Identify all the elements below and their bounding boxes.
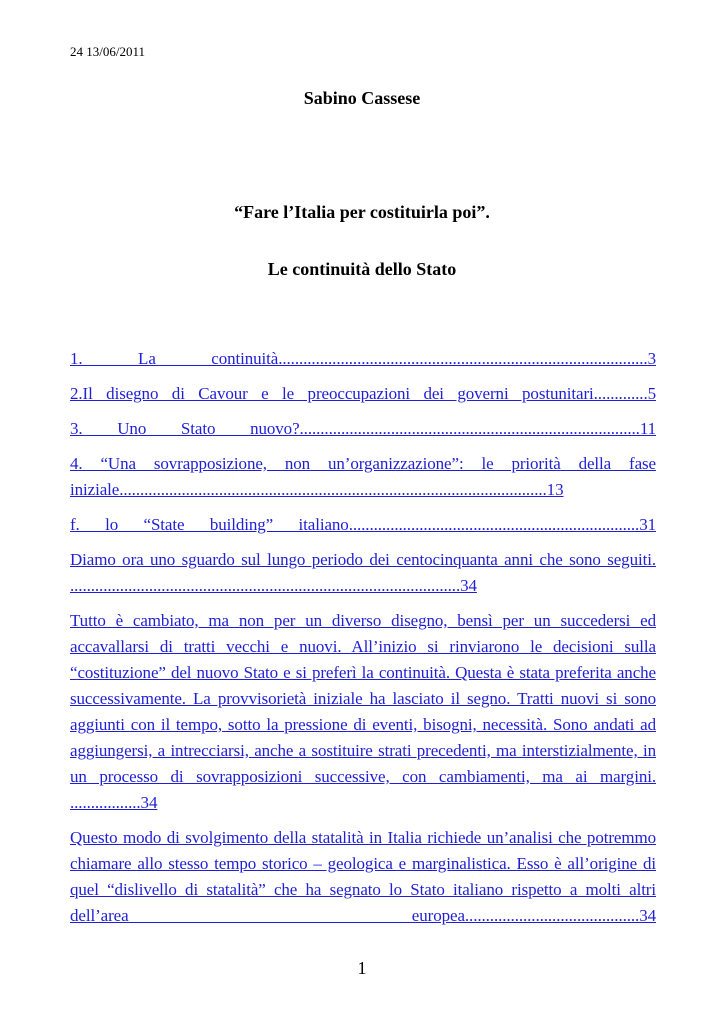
page-number: 1 (357, 958, 367, 978)
author-name: Sabino Cassese (303, 88, 421, 108)
toc-entry-3[interactable]: 3. Uno Stato nuovo?..................................................................................11 (70, 419, 656, 438)
page-header: 24 13/06/2011 (70, 44, 145, 59)
document-title: “Fare l’Italia per costituirla poi”. (234, 202, 490, 222)
toc-entry-8[interactable]: Questo modo di svolgimento della statalità in Italia richiede un’analisi che potremmo chiamare allo stesso tempo storico – geologica e marginalistica. Esso è all’origine di quel “dislivello di statalità” che ha segnato lo Stato italiano rispetto a molti altri dell’area europea..........................................34 (70, 828, 656, 925)
toc-entry-2[interactable]: 2.Il disegno di Cavour e le preoccupazioni dei governi postunitari.............5 (70, 384, 656, 403)
toc-entry-6[interactable]: Diamo ora uno sguardo sul lungo periodo dei centocinquanta anni che sono seguiti. ..............................................................................................34 (70, 550, 656, 595)
toc-entry-4[interactable]: 4. “Una sovrapposizione, non un’organizzazione”: le priorità della fase iniziale.......................................................................................................13 (70, 454, 656, 499)
document-subtitle: Le continuità dello Stato (267, 259, 457, 279)
toc-entry-7[interactable]: Tutto è cambiato, ma non per un diverso disegno, bensì per un succedersi ed accavallarsi di tratti vecchi e nuovi. All’inizio si rinviarono le decisioni sulla “costituzione” del nuovo Stato e si preferì la continuità. Questa è stata preferita anche successivamente. La provvisorietà iniziale ha lasciato il segno. Tratti nuovi si sono aggiunti con il tempo, sotto la pressione di eventi, bisogni, necessità. Sono andati ad aggiungersi, a intrecciarsi, anche a sostituire strati precedenti, ma interstizialmente, in un processo di sovrapposizioni successive, con cambiamenti, ma ai margini. .................34 (70, 611, 656, 812)
toc-entry-1[interactable]: 1. La continuità.........................................................................................3 (70, 349, 656, 368)
table-of-contents (70, 346, 656, 938)
toc-entry-5[interactable]: f. lo “State building” italiano......................................................................31 (70, 515, 656, 534)
